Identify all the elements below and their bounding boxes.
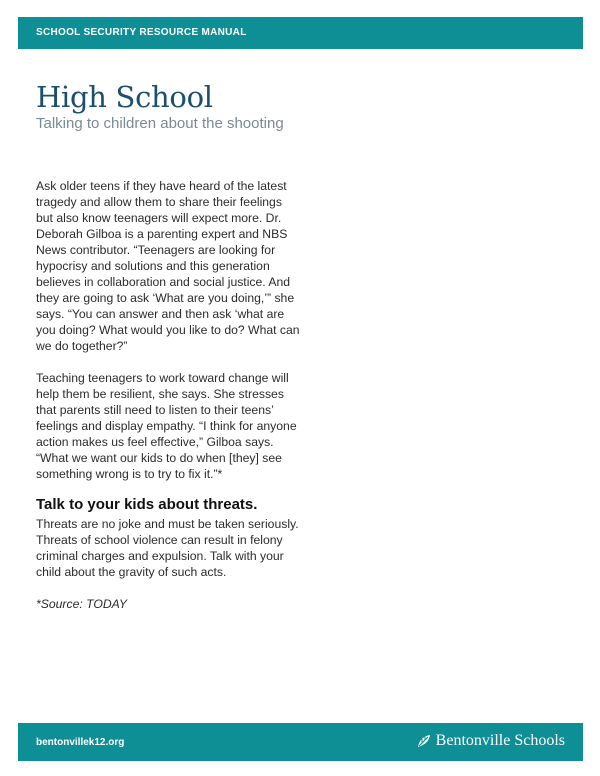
body-column — [36, 178, 300, 628]
section-heading: Talk to your kids about threats. — [36, 496, 258, 513]
footer-url-link[interactable]: bentonvillek12.org — [36, 737, 125, 748]
footer-logo — [416, 732, 565, 750]
header-bar — [18, 17, 583, 49]
page-subtitle: Talking to children about the shooting — [36, 115, 284, 132]
footer-bar — [18, 723, 583, 761]
footer-logo-text: Bentonville Schools — [435, 732, 565, 749]
paragraph-1: Ask older teens if they have heard of the latest tragedy and allow them to share their feelings but also know teenagers will expect more. Dr. Deborah Gilboa is a parenting expert and NBS News contributor. “Teenagers are looking for hypocrisy and solutions and this generation believes in collaboration and social justice. And they are going to ask ‘What are you doing,’” she says. “You can answer and then ask ‘what are you doing? What would you like to do? What can we do together?” — [36, 179, 300, 353]
paragraph-2: Teaching teenagers to work toward change will help them be resilient, she says. She stresses that parents still need to listen to their teens’ feelings and display empathy. “I think for anyone action makes us feel effective,” Gilboa says. “What we want our kids to do when [they] see something wrong is to try to fix it.”* — [36, 371, 297, 481]
page-title: High School — [36, 80, 213, 114]
source-note: *Source: TODAY — [36, 597, 127, 611]
leaf-logo-icon — [416, 733, 432, 749]
section-text: Threats are no joke and must be taken seriously. Threats of school violence can result in felony criminal charges and expulsion. Talk with your child about the gravity of such acts. — [36, 517, 299, 579]
header-label: SCHOOL SECURITY RESOURCE MANUAL — [36, 27, 247, 38]
